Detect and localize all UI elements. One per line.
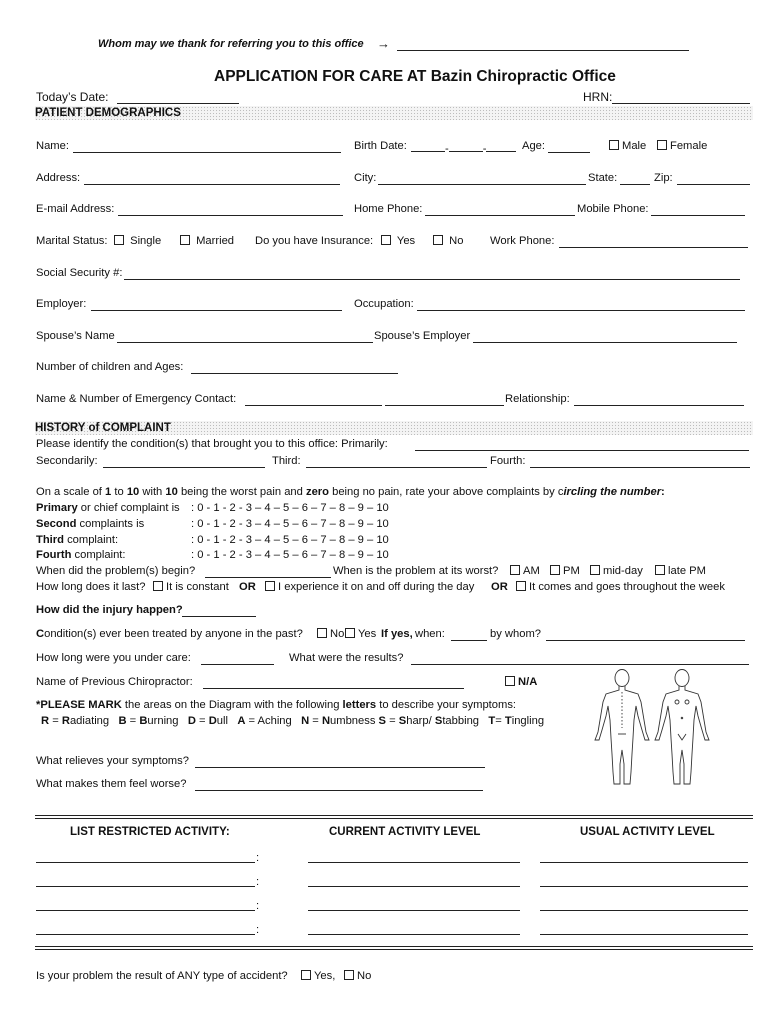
usual-activity-field[interactable] <box>540 934 748 935</box>
col-restricted-activity: LIST RESTRICTED ACTIVITY: <box>70 826 230 838</box>
on-off-option[interactable]: I experience it on and off during the day <box>265 581 474 593</box>
accident-question: Is your problem the result of ANY type of accident? <box>36 970 288 982</box>
prev-chiro-label: Name of Previous Chiropractor: <box>36 676 193 688</box>
prev-chiro-field[interactable] <box>203 688 464 689</box>
pm-option[interactable]: PM <box>550 565 580 577</box>
section-history-of-complaint <box>35 421 753 435</box>
name-label: Name: <box>36 140 69 152</box>
spouse-employer-field[interactable] <box>473 342 737 343</box>
second-complaint-label: Second complaints is <box>36 518 145 530</box>
male-option[interactable]: Male <box>609 140 646 152</box>
am-option[interactable]: AM <box>510 565 540 577</box>
third-complaint-label: Third complaint: <box>36 534 119 546</box>
identify-label: Please identify the condition(s) that brought you to this office: Primarily: <box>36 438 388 450</box>
referral-field[interactable] <box>397 50 689 51</box>
begin-label: When did the problem(s) begin? <box>36 565 196 577</box>
third-field[interactable] <box>306 467 487 468</box>
hrn-field[interactable] <box>612 103 750 104</box>
when-field[interactable] <box>451 640 487 641</box>
checkbox-icon[interactable] <box>153 581 163 591</box>
relieves-field[interactable] <box>195 767 485 768</box>
under-care-field[interactable] <box>201 664 274 665</box>
injury-field[interactable] <box>182 616 256 617</box>
checkbox-icon[interactable] <box>381 235 391 245</box>
checkbox-icon[interactable] <box>505 676 515 686</box>
emergency-contact-label: Name & Number of Emergency Contact: <box>36 393 237 405</box>
checkbox-icon[interactable] <box>655 565 665 575</box>
fourth-complaint-label: Fourth complaint: <box>36 549 126 561</box>
treated-label: Condition(s) ever been treated by anyone in the past? <box>36 628 303 640</box>
insurance-yes-option[interactable]: Yes <box>381 235 415 247</box>
colon: : <box>256 900 260 912</box>
or-label: OR <box>239 581 256 593</box>
second-pain-scale[interactable]: : 0 - 1 - 2 - 3 – 4 – 5 – 6 – 7 – 8 – 9 – 10 <box>191 518 389 530</box>
divider <box>35 946 753 950</box>
insurance-no-option[interactable]: No <box>433 235 463 247</box>
zip-label: Zip: <box>654 172 673 184</box>
restricted-activity-field[interactable] <box>36 862 255 863</box>
checkbox-icon[interactable] <box>344 970 354 980</box>
colon: : <box>256 852 260 864</box>
late-pm-option[interactable]: late PM <box>655 565 706 577</box>
usual-activity-field[interactable] <box>540 862 748 863</box>
under-care-label: How long were you under care: <box>36 652 191 664</box>
begin-field[interactable] <box>205 577 331 578</box>
or-label: OR <box>491 581 508 593</box>
single-option[interactable]: Single <box>114 235 161 247</box>
email-label: E-mail Address: <box>36 203 115 215</box>
scale-instructions: On a scale of 1 to 10 with 10 being the worst pain and zero being no pain, rate your above complaints by circling the number: <box>36 486 665 498</box>
secondarily-label: Secondarily: <box>36 455 98 467</box>
colon: : <box>256 924 260 936</box>
age-label: Age: <box>522 140 546 152</box>
work-phone-label: Work Phone: <box>490 235 555 247</box>
fourth-field[interactable] <box>530 467 750 468</box>
secondarily-field[interactable] <box>103 467 265 468</box>
checkbox-icon[interactable] <box>433 235 443 245</box>
checkbox-icon[interactable] <box>114 235 124 245</box>
address-label: Address: <box>36 172 81 184</box>
treated-yes-option[interactable]: Yes <box>345 628 376 640</box>
when-label: when: <box>415 628 445 640</box>
employer-label: Employer: <box>36 298 87 310</box>
accident-no-option[interactable]: No <box>344 970 371 982</box>
emergency-number-field[interactable] <box>385 405 504 406</box>
arrow-right-icon: → <box>377 36 390 51</box>
city-field[interactable] <box>378 184 586 185</box>
page-title: APPLICATION FOR CARE AT Bazin Chiropractic Office <box>214 68 616 85</box>
mobile-phone-field[interactable] <box>651 215 745 216</box>
by-whom-field[interactable] <box>546 640 745 641</box>
please-mark-text: *PLEASE MARK the areas on the Diagram with the following letters to describe your symptoms: <box>36 699 517 711</box>
female-option[interactable]: Female <box>657 140 707 152</box>
fourth-label: Fourth: <box>490 455 526 467</box>
checkbox-icon[interactable] <box>609 140 619 150</box>
checkbox-icon[interactable] <box>317 628 327 638</box>
injury-label: How did the injury happen? <box>36 604 183 616</box>
section-title: HISTORY of COMPLAINT <box>35 422 171 434</box>
relationship-label: Relationship: <box>505 393 570 405</box>
usual-activity-field[interactable] <box>540 910 748 911</box>
age-field[interactable] <box>548 152 590 153</box>
accident-yes-option[interactable]: Yes, <box>301 970 335 982</box>
results-label: What were the results? <box>289 652 404 664</box>
current-activity-field[interactable] <box>308 862 520 863</box>
spouse-name-label: Spouse’s Name <box>36 330 115 342</box>
section-title: PATIENT DEMOGRAPHICS <box>35 107 181 119</box>
marital-status-label: Marital Status: <box>36 235 108 247</box>
checkbox-icon[interactable] <box>590 565 600 575</box>
hrn-label: HRN: <box>583 90 613 104</box>
checkbox-icon[interactable] <box>265 581 275 591</box>
divider <box>35 815 753 819</box>
relieves-label: What relieves your symptoms? <box>36 755 189 767</box>
city-label: City: <box>354 172 377 184</box>
work-phone-field[interactable] <box>559 247 748 248</box>
insurance-label: Do you have Insurance: <box>255 235 374 247</box>
state-label: State: <box>588 172 618 184</box>
children-label: Number of children and Ages: <box>36 361 184 373</box>
current-activity-field[interactable] <box>308 910 520 911</box>
colon: : <box>256 876 260 888</box>
third-label: Third: <box>272 455 301 467</box>
todays-date-field[interactable] <box>117 103 239 104</box>
emergency-name-field[interactable] <box>245 405 382 406</box>
usual-activity-field[interactable] <box>540 886 748 887</box>
symptom-legend: R = Radiating B = Burning D = Dull A = Aching N = Numbness S = Sharp/ Stabbing T= Tingling <box>41 715 545 727</box>
results-field[interactable] <box>411 664 749 665</box>
state-field[interactable] <box>620 184 650 185</box>
occupation-label: Occupation: <box>354 298 414 310</box>
by-whom-label: by whom? <box>490 628 541 640</box>
constant-option[interactable]: It is constant <box>153 581 229 593</box>
restricted-activity-field[interactable] <box>36 886 255 887</box>
col-current-activity: CURRENT ACTIVITY LEVEL <box>329 826 481 838</box>
treated-no-option[interactable]: No <box>317 628 344 640</box>
ssn-label: Social Security #: <box>36 267 123 279</box>
worse-label: What makes them feel worse? <box>36 778 187 790</box>
if-yes-label: If yes, <box>381 628 413 640</box>
ssn-field[interactable] <box>124 279 740 280</box>
checkbox-icon[interactable] <box>510 565 520 575</box>
name-field[interactable] <box>73 152 341 153</box>
todays-date-label: Today’s Date: <box>36 90 109 104</box>
email-field[interactable] <box>118 215 343 216</box>
midday-option[interactable]: mid-day <box>590 565 643 577</box>
col-usual-activity: USUAL ACTIVITY LEVEL <box>580 826 715 838</box>
employer-field[interactable] <box>91 310 342 311</box>
checkbox-icon[interactable] <box>180 235 190 245</box>
checkbox-icon[interactable] <box>550 565 560 575</box>
third-pain-scale[interactable]: : 0 - 1 - 2 - 3 – 4 – 5 – 6 – 7 – 8 – 9 – 10 <box>191 534 389 546</box>
referral-question: Whom may we thank for referring you to this office <box>98 38 364 50</box>
restricted-activity-field[interactable] <box>36 934 255 935</box>
primary-pain-scale[interactable]: : 0 - 1 - 2 - 3 – 4 – 5 – 6 – 7 – 8 – 9 – 10 <box>191 502 389 514</box>
birth-date-label: Birth Date: <box>354 140 407 152</box>
children-field[interactable] <box>191 373 398 374</box>
current-activity-field[interactable] <box>308 934 520 935</box>
occupation-field[interactable] <box>417 310 745 311</box>
checkbox-icon[interactable] <box>657 140 667 150</box>
restricted-activity-field[interactable] <box>36 910 255 911</box>
spouse-employer-label: Spouse’s Employer <box>374 330 471 342</box>
primary-complaint-label: Primary or chief complaint is <box>36 502 180 514</box>
fourth-pain-scale[interactable]: : 0 - 1 - 2 - 3 – 4 – 5 – 6 – 7 – 8 – 9 – 10 <box>191 549 389 561</box>
relationship-field[interactable] <box>574 405 744 406</box>
home-phone-field[interactable] <box>425 215 575 216</box>
checkbox-icon[interactable] <box>301 970 311 980</box>
primarily-field[interactable] <box>415 450 749 451</box>
mobile-phone-label: Mobile Phone: <box>577 203 649 215</box>
back-body-figure[interactable] <box>595 670 649 785</box>
front-body-figure[interactable] <box>655 670 709 785</box>
married-option[interactable]: Married <box>180 235 234 247</box>
zip-field[interactable] <box>677 184 750 185</box>
how-long-label: How long does it last? <box>36 581 146 593</box>
section-patient-demographics <box>35 106 753 120</box>
birth-date-field[interactable]: - - <box>411 140 516 155</box>
home-phone-label: Home Phone: <box>354 203 423 215</box>
na-option[interactable]: N/A <box>505 676 537 688</box>
checkbox-icon[interactable] <box>516 581 526 591</box>
worse-field[interactable] <box>195 790 483 791</box>
body-diagram[interactable] <box>592 668 722 790</box>
checkbox-icon[interactable] <box>345 628 355 638</box>
worst-label: When is the problem at its worst? <box>333 565 499 577</box>
current-activity-field[interactable] <box>308 886 520 887</box>
comes-goes-option[interactable]: It comes and goes throughout the week <box>516 581 725 593</box>
spouse-name-field[interactable] <box>117 342 373 343</box>
address-field[interactable] <box>84 184 340 185</box>
